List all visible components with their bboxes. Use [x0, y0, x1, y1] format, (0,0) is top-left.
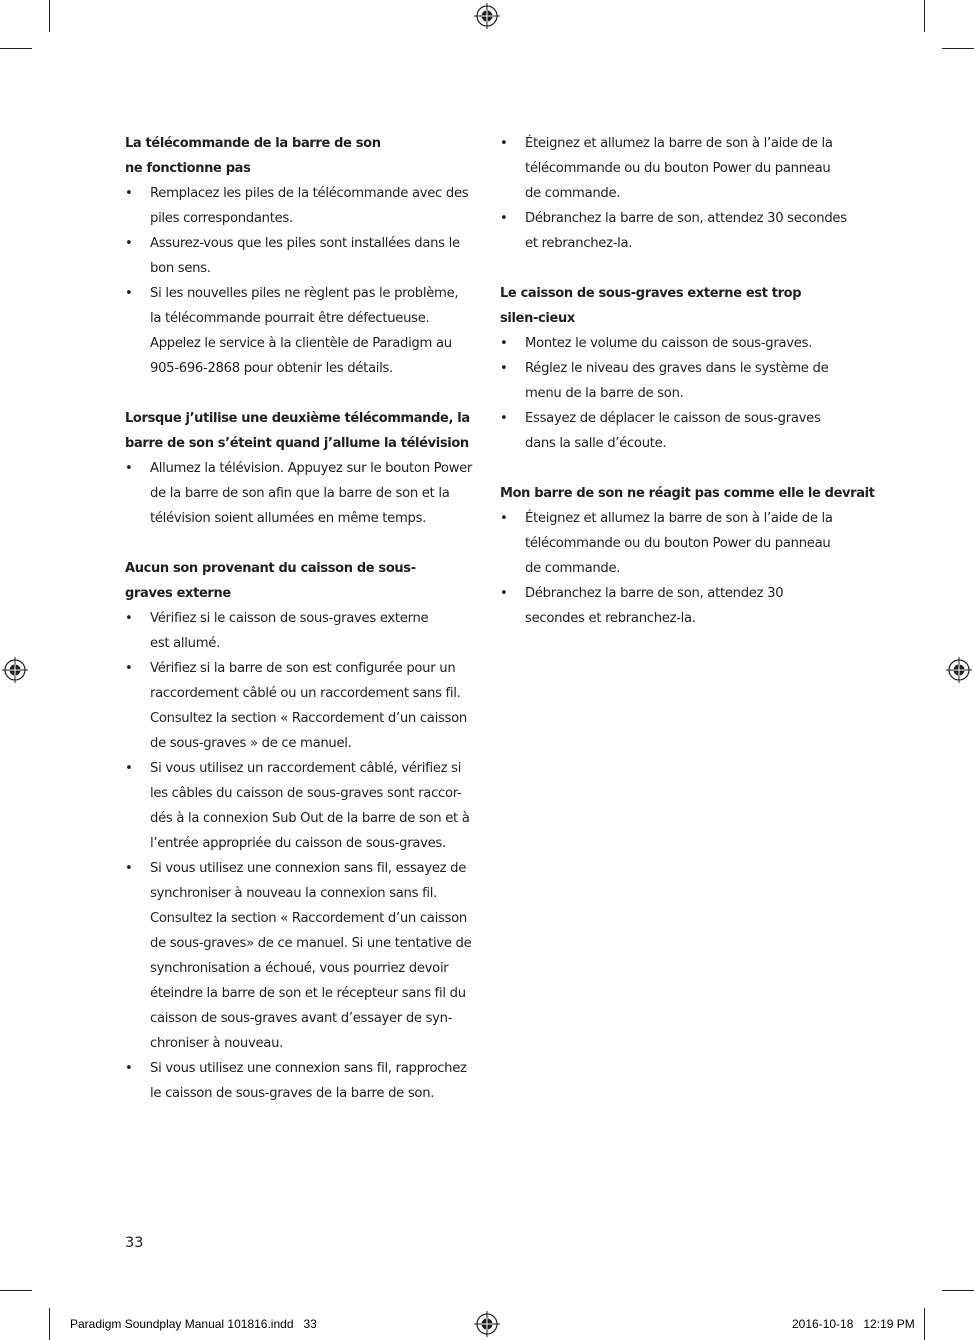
section-continued-bullets	[500, 131, 852, 256]
section-soundbar-not-responding	[500, 481, 875, 631]
list-item: • Éteignez et allumez la barre de son à l’aide de la télécommande ou du bouton Power du panneau de commande.	[500, 131, 852, 206]
list-item: • Débranchez la barre de son, attendez 30 secondes et rebranchez-la.	[500, 206, 852, 256]
section-subwoofer-too-quiet	[500, 281, 852, 456]
section-no-subwoofer-sound	[125, 556, 477, 1106]
bullet-list	[500, 506, 852, 631]
list-item: • Allumez la télévision. Appuyez sur le bouton Power de la barre de son afin que la barre de son et la télévision soient allumées en même temps.	[125, 456, 477, 531]
bullet-list	[125, 181, 477, 381]
crop-mark	[924, 0, 925, 32]
section-heading: Le caisson de sous-graves externe est trop silen-cieux	[500, 286, 802, 326]
list-item: • Si vous utilisez un raccordement câblé, vérifiez si les câbles du caisson de sous-graves sont raccor-dés à la connexion Sub Out de la barre de son et à l’entrée appropriée du caisson de sous-graves.	[125, 756, 477, 856]
list-item: • Éteignez et allumez la barre de son à l’aide de la télécommande ou du bouton Power du panneau de commande.	[500, 506, 852, 581]
crop-mark	[49, 1308, 50, 1340]
list-item: • Vérifiez si la barre de son est configurée pour un raccordement câblé ou un raccordement sans fil. Consultez la section « Raccordement d’un caisson de sous-graves » de ce manuel.	[125, 656, 477, 756]
print-slug-datetime: 2016-10-18 12:19 PM	[792, 1317, 915, 1331]
crop-mark	[924, 1308, 925, 1340]
list-item: • Montez le volume du caisson de sous-graves.	[500, 331, 852, 356]
crop-mark	[942, 1290, 974, 1291]
section-remote-not-working	[125, 131, 477, 381]
left-column	[125, 131, 477, 1131]
bullet-list	[125, 456, 477, 531]
list-item: • Assurez-vous que les piles sont installées dans le bon sens.	[125, 231, 477, 281]
list-item: • Si vous utilisez une connexion sans fil, essayez de synchroniser à nouveau la connexion sans fil. Consultez la section « Raccordement d’un caisson de sous-graves» de ce manuel. Si une tentative de synchronisation a échoué, vous pourriez devoir éteindre la barre de son et le récepteur sans fil du caisson de sous-graves avant d’essayer de syn-chroniser à nouveau.	[125, 856, 477, 1056]
list-item: • Débranchez la barre de son, attendez 30 secondes et rebranchez-la.	[500, 581, 852, 631]
list-item: • Si vous utilisez une connexion sans fil, rapprochez le caisson de sous-graves de la barre de son.	[125, 1056, 477, 1106]
registration-mark-icon	[474, 3, 500, 29]
print-slug-file: Paradigm Soundplay Manual 101816.indd 33	[70, 1317, 317, 1331]
registration-mark-icon	[474, 1311, 500, 1337]
list-item: • Remplacez les piles de la télécommande avec des piles correspondantes.	[125, 181, 477, 231]
crop-mark	[0, 48, 32, 49]
list-item: • Réglez le niveau des graves dans le système de menu de la barre de son.	[500, 356, 852, 406]
section-heading: Aucun son provenant du caisson de sous-graves externe	[125, 561, 416, 601]
crop-mark	[49, 0, 50, 32]
list-item: • Si les nouvelles piles ne règlent pas le problème, la télécommande pourrait être défectueuse. Appelez le service à la clientèle de Paradigm au 905-696-2868 pour obtenir les détails.	[125, 281, 477, 381]
list-item: • Essayez de déplacer le caisson de sous-graves dans la salle d’écoute.	[500, 406, 852, 456]
section-second-remote	[125, 406, 477, 531]
bullet-list	[500, 331, 852, 456]
registration-mark-icon	[946, 657, 972, 683]
list-item: • Vérifiez si le caisson de sous-graves externe est allumé.	[125, 606, 477, 656]
section-heading: Mon barre de son ne réagit pas comme elle le devrait	[500, 486, 875, 501]
crop-mark	[0, 1290, 32, 1291]
section-heading: Lorsque j’utilise une deuxième télécommande, la barre de son s’éteint quand j’allume la télévision	[125, 411, 470, 451]
crop-mark	[942, 48, 974, 49]
bullet-list	[125, 606, 477, 1106]
right-column	[500, 131, 875, 656]
page-number: 33	[125, 1235, 144, 1251]
bullet-list	[500, 131, 852, 256]
section-heading: La télécommande de la barre de son ne fonctionne pas	[125, 136, 381, 176]
registration-mark-icon	[2, 657, 28, 683]
